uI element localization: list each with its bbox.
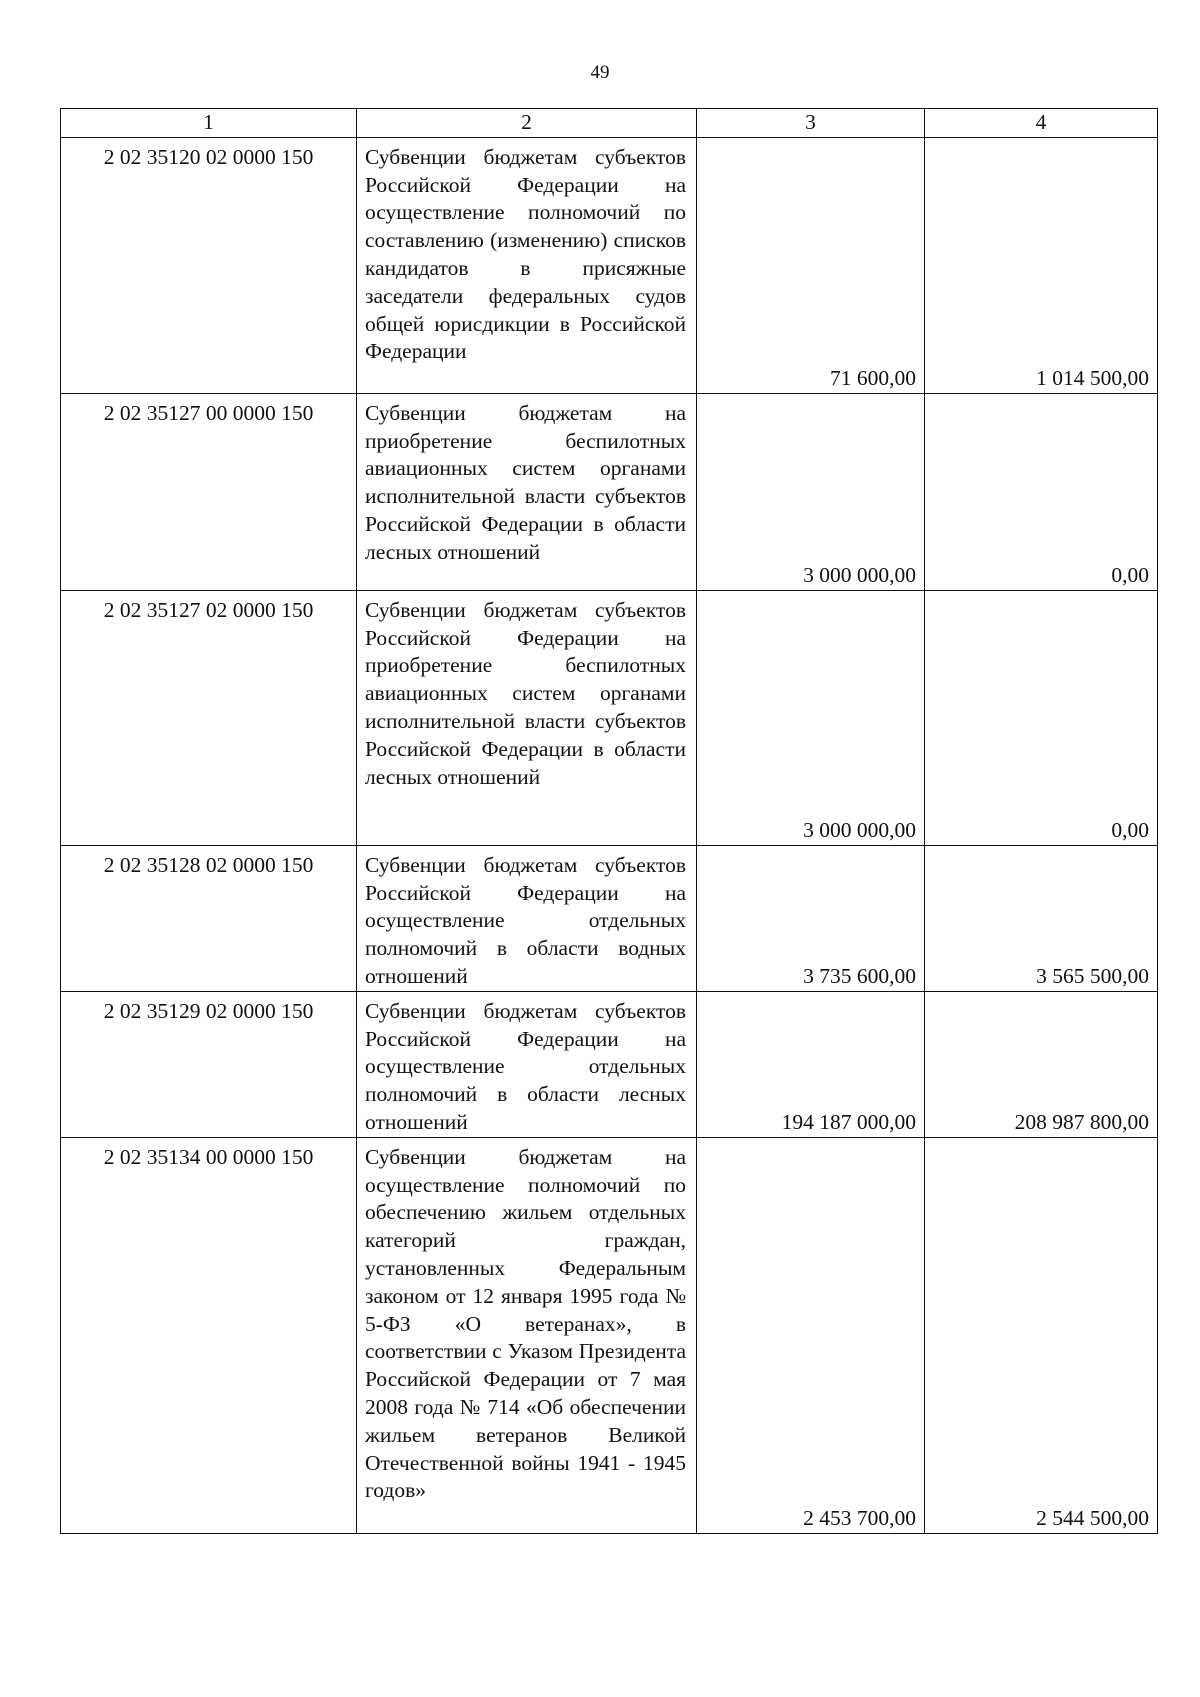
table-row	[61, 845, 1158, 991]
row-code: 2 02 35127 02 0000 150	[61, 590, 357, 845]
column-header-2: 2	[357, 109, 697, 138]
row-description: Субвенции бюджетам субъектов Российской Федерации на осуществление отдельных полномочий в области лесных отношений	[357, 991, 697, 1137]
row-code: 2 02 35120 02 0000 150	[61, 137, 357, 393]
table-row	[61, 393, 1158, 590]
row-description: Субвенции бюджетам субъектов Российской Федерации на приобретение беспилотных авиационных систем органами исполнительной власти субъектов Российской Федерации в области лесных отношений	[357, 590, 697, 845]
row-amount-col3: 2 453 700,00	[697, 1137, 925, 1533]
row-code: 2 02 35127 00 0000 150	[61, 393, 357, 590]
row-amount-col4: 1 014 500,00	[925, 137, 1158, 393]
row-description: Субвенции бюджетам на приобретение беспилотных авиационных систем органами исполнительной власти субъектов Российской Федерации в области лесных отношений	[357, 393, 697, 590]
row-description: Субвенции бюджетам субъектов Российской Федерации на осуществление отдельных полномочий в области водных отношений	[357, 845, 697, 991]
row-amount-col3: 194 187 000,00	[697, 991, 925, 1137]
row-code: 2 02 35129 02 0000 150	[61, 991, 357, 1137]
budget-table	[60, 108, 1158, 1534]
row-amount-col4: 3 565 500,00	[925, 845, 1158, 991]
row-amount-col3: 3 000 000,00	[697, 590, 925, 845]
table-row	[61, 1137, 1158, 1533]
table-row	[61, 991, 1158, 1137]
row-amount-col3: 71 600,00	[697, 137, 925, 393]
column-header-4: 4	[925, 109, 1158, 138]
row-amount-col4: 208 987 800,00	[925, 991, 1158, 1137]
row-description: Субвенции бюджетам субъектов Российской Федерации на осуществление полномочий по составлению (изменению) списков кандидатов в присяжные заседатели федеральных судов общей юрисдикции в Российской Федерации	[357, 137, 697, 393]
row-code: 2 02 35128 02 0000 150	[61, 845, 357, 991]
table-row	[61, 137, 1158, 393]
table-row	[61, 590, 1158, 845]
page-number: 49	[590, 62, 610, 83]
table-header-row	[61, 109, 1158, 138]
column-header-3: 3	[697, 109, 925, 138]
row-code: 2 02 35134 00 0000 150	[61, 1137, 357, 1533]
row-description: Субвенции бюджетам на осуществление полномочий по обеспечению жильем отдельных категорий граждан, установленных Федеральным законом от 12 января 1995 года № 5-ФЗ «О ветеранах», в соответствии с Указом Президента Российской Федерации от 7 мая 2008 года № 714 «Об обеспечении жильем ветеранов Великой Отечественной войны 1941 - 1945 годов»	[357, 1137, 697, 1533]
row-amount-col4: 2 544 500,00	[925, 1137, 1158, 1533]
row-amount-col3: 3 000 000,00	[697, 393, 925, 590]
column-header-1: 1	[61, 109, 357, 138]
row-amount-col3: 3 735 600,00	[697, 845, 925, 991]
row-amount-col4: 0,00	[925, 590, 1158, 845]
row-amount-col4: 0,00	[925, 393, 1158, 590]
